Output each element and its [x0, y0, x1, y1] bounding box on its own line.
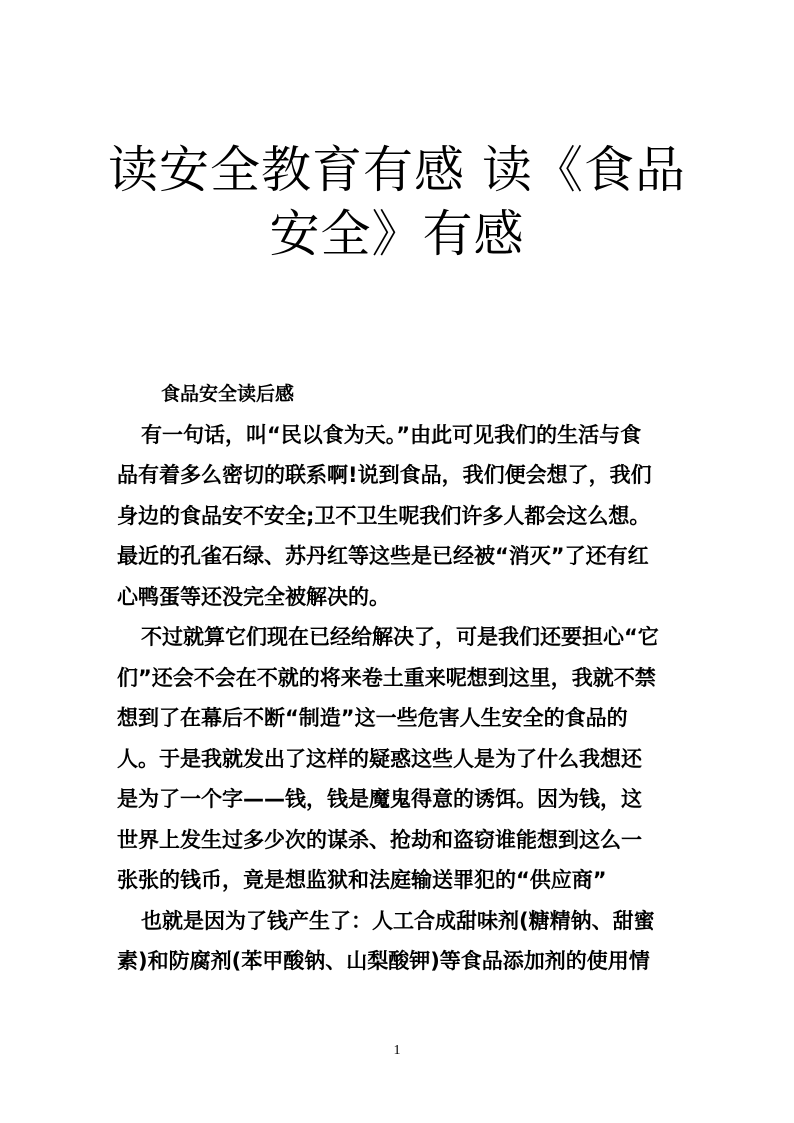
body-line: 品有着多么密切的联系啊!说到食品，我们便会想了，我们: [117, 463, 652, 487]
page-number: 1: [393, 1043, 401, 1058]
body-line: 是为了一个字——钱，钱是魔鬼得意的诱饵。因为钱，这: [117, 787, 642, 811]
title-line-1: 读安全教育有感 读《食品: [108, 141, 686, 199]
body-line: 最近的孔雀石绿、苏丹红等这些是已经被“消灭”了还有红: [117, 544, 649, 568]
body-line: 世界上发生过多少次的谋杀、抢劫和盗窃谁能想到这么一: [117, 827, 642, 852]
body-line: 们”还会不会在不就的将来卷土重来呢想到这里，我就不禁: [117, 665, 656, 690]
body-line: 想到了在幕后不断“制造”这一些危害人生安全的食品的: [117, 706, 628, 730]
body-line: 有一句话，叫“民以食为天。”由此可见我们的生活与食: [141, 422, 642, 447]
body-line: 心鸭蛋等还没完全被解决的。: [117, 584, 390, 609]
body-line: 素)和防腐剂(苯甲酸钠、山梨酸钾)等食品添加剂的使用情: [117, 949, 650, 973]
body-line: 张张的钱币，竟是想监狱和法庭输送罪犯的“供应商”: [117, 868, 607, 892]
body-line: 也就是因为了钱产生了：人工合成甜味剂(糖精钠、甜蜜: [141, 908, 655, 933]
title-line-2: 安全》有感: [269, 205, 525, 263]
body-line: 身边的食品安不安全;卫不卫生呢我们许多人都会这么想。: [117, 503, 651, 528]
body-line: 人。于是我就发出了这样的疑惑这些人是为了什么我想还: [117, 746, 642, 771]
body-line: 不过就算它们现在已经给解决了，可是我们还要担心“它: [141, 625, 659, 649]
document-title: [100, 138, 694, 266]
document-body: [117, 374, 677, 982]
section-subtitle: 食品安全读后感: [161, 383, 295, 405]
